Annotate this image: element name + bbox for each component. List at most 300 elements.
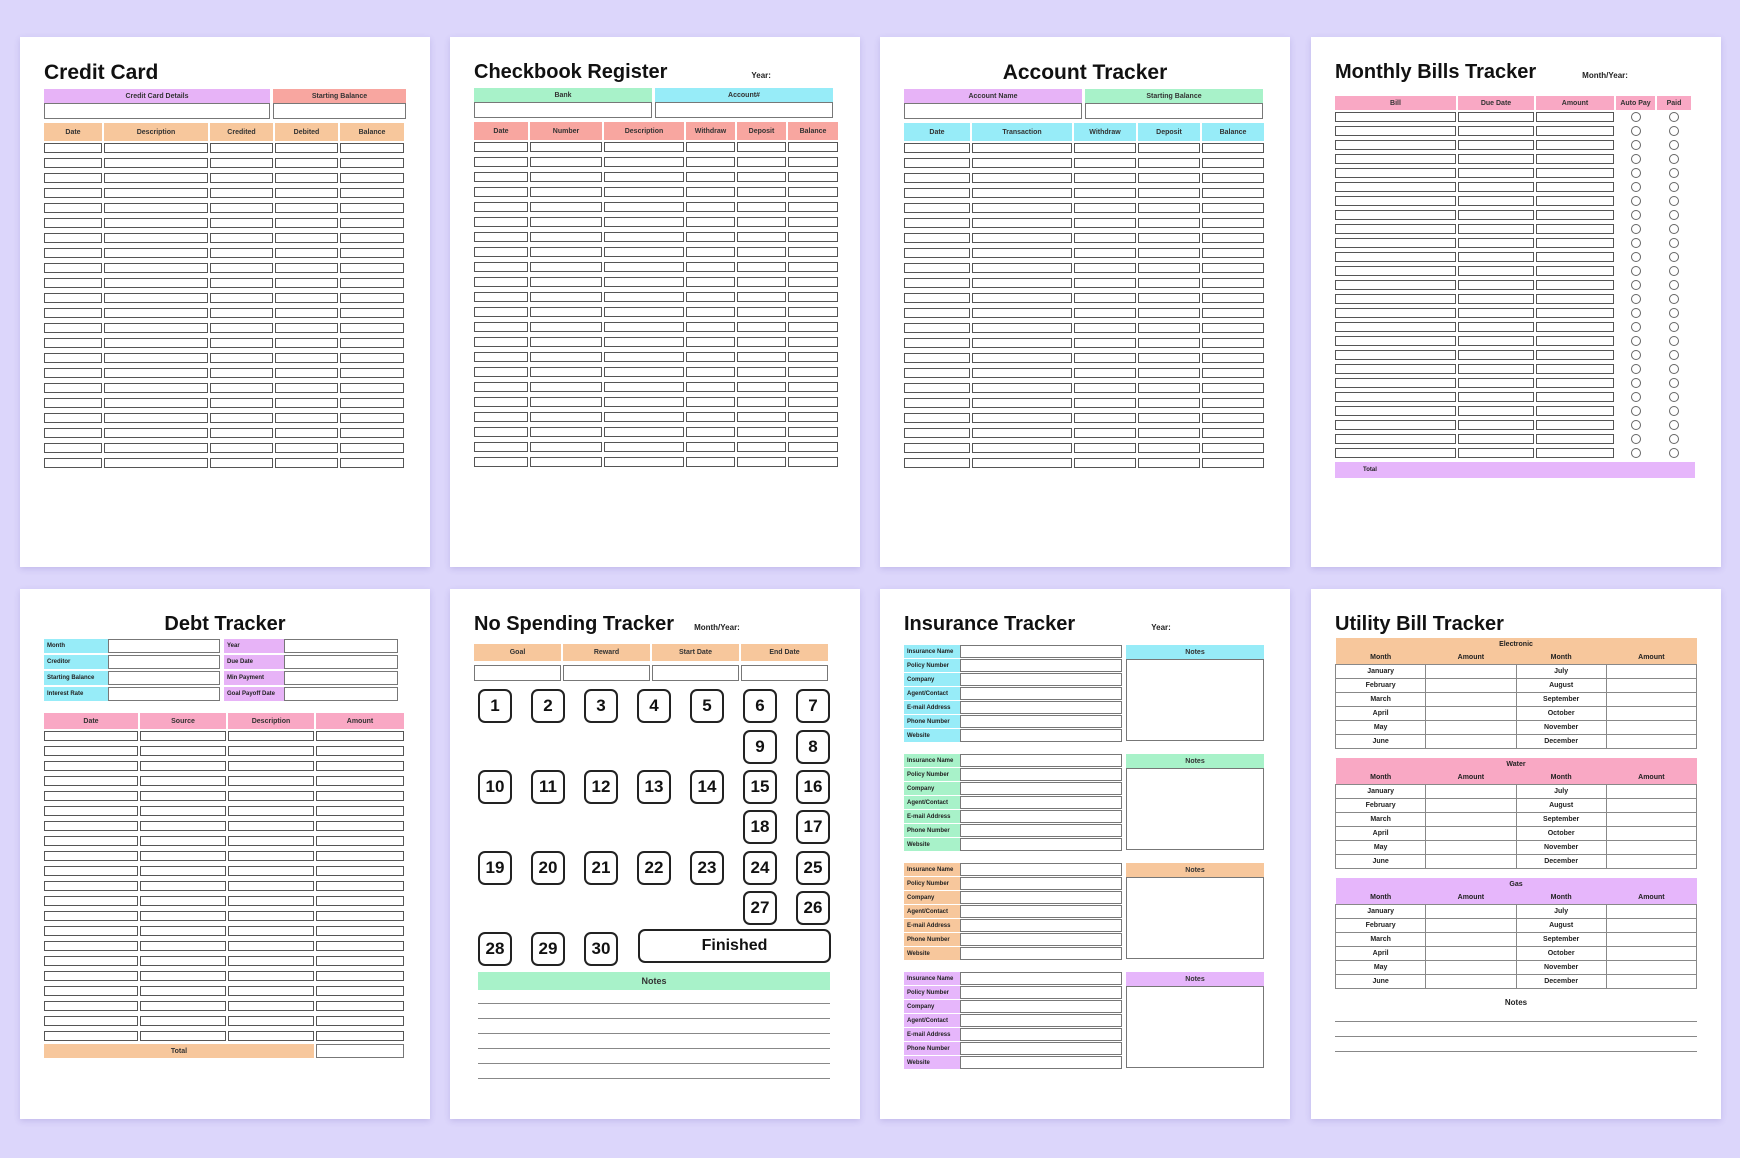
table-cell[interactable]: [1202, 293, 1264, 303]
table-cell[interactable]: [1536, 238, 1614, 248]
table-cell[interactable]: [104, 158, 208, 168]
table-cell[interactable]: [972, 233, 1072, 243]
table-cell[interactable]: [737, 397, 786, 407]
table-cell[interactable]: [1536, 406, 1614, 416]
table-cell[interactable]: [1074, 173, 1136, 183]
table-cell[interactable]: [1138, 443, 1200, 453]
table-cell[interactable]: [474, 187, 528, 197]
table-cell[interactable]: [1536, 182, 1614, 192]
table-cell[interactable]: [737, 157, 786, 167]
table-cell[interactable]: [686, 202, 735, 212]
table-cell[interactable]: [1458, 154, 1534, 164]
table-cell[interactable]: [1074, 278, 1136, 288]
table-cell[interactable]: [275, 458, 338, 468]
table-cell[interactable]: [788, 217, 838, 227]
table-cell[interactable]: [788, 172, 838, 182]
day-box[interactable]: 20: [531, 851, 565, 885]
table-cell[interactable]: [904, 143, 970, 153]
field-input[interactable]: [960, 768, 1122, 781]
table-cell[interactable]: [44, 428, 102, 438]
amount-cell[interactable]: [1606, 961, 1696, 975]
table-cell[interactable]: [1074, 263, 1136, 273]
table-cell[interactable]: [228, 851, 314, 861]
table-cell[interactable]: [1202, 308, 1264, 318]
table-cell[interactable]: [140, 791, 226, 801]
table-cell[interactable]: [340, 338, 404, 348]
table-cell[interactable]: [1536, 448, 1614, 458]
table-cell[interactable]: [474, 232, 528, 242]
table-cell[interactable]: [788, 367, 838, 377]
table-cell[interactable]: [44, 338, 102, 348]
table-cell[interactable]: [340, 308, 404, 318]
table-cell[interactable]: [44, 383, 102, 393]
amount-cell[interactable]: [1426, 721, 1516, 735]
radio-button[interactable]: [1631, 434, 1641, 444]
table-cell[interactable]: [210, 233, 273, 243]
goal-field[interactable]: [474, 665, 561, 681]
radio-button[interactable]: [1631, 182, 1641, 192]
radio-button[interactable]: [1669, 154, 1679, 164]
radio-button[interactable]: [1631, 392, 1641, 402]
day-box[interactable]: 7: [796, 689, 830, 723]
amount-cell[interactable]: [1606, 693, 1696, 707]
table-cell[interactable]: [316, 911, 404, 921]
table-cell[interactable]: [474, 172, 528, 182]
table-cell[interactable]: [788, 232, 838, 242]
table-cell[interactable]: [275, 308, 338, 318]
table-cell[interactable]: [140, 926, 226, 936]
table-cell[interactable]: [228, 761, 314, 771]
table-cell[interactable]: [228, 1001, 314, 1011]
table-cell[interactable]: [1335, 294, 1456, 304]
table-cell[interactable]: [686, 172, 735, 182]
field-input[interactable]: [960, 1056, 1122, 1069]
table-cell[interactable]: [1536, 378, 1614, 388]
table-cell[interactable]: [972, 263, 1072, 273]
radio-button[interactable]: [1631, 154, 1641, 164]
table-cell[interactable]: [1536, 280, 1614, 290]
table-cell[interactable]: [316, 791, 404, 801]
table-cell[interactable]: [474, 262, 528, 272]
table-cell[interactable]: [44, 941, 138, 951]
radio-button[interactable]: [1669, 252, 1679, 262]
table-cell[interactable]: [530, 307, 602, 317]
table-cell[interactable]: [104, 428, 208, 438]
table-cell[interactable]: [140, 761, 226, 771]
table-cell[interactable]: [140, 731, 226, 741]
table-cell[interactable]: [44, 731, 138, 741]
table-cell[interactable]: [1202, 353, 1264, 363]
table-cell[interactable]: [604, 172, 684, 182]
radio-button[interactable]: [1669, 448, 1679, 458]
table-cell[interactable]: [1458, 392, 1534, 402]
day-box[interactable]: 23: [690, 851, 724, 885]
table-cell[interactable]: [904, 158, 970, 168]
table-cell[interactable]: [1536, 308, 1614, 318]
amount-cell[interactable]: [1426, 919, 1516, 933]
day-box[interactable]: 2: [531, 689, 565, 723]
radio-button[interactable]: [1669, 266, 1679, 276]
amount-cell[interactable]: [1426, 693, 1516, 707]
table-cell[interactable]: [972, 383, 1072, 393]
table-cell[interactable]: [530, 292, 602, 302]
table-cell[interactable]: [1335, 168, 1456, 178]
field-input[interactable]: [960, 687, 1122, 700]
amount-cell[interactable]: [1606, 841, 1696, 855]
table-cell[interactable]: [474, 217, 528, 227]
amount-cell[interactable]: [1606, 827, 1696, 841]
table-cell[interactable]: [316, 971, 404, 981]
table-cell[interactable]: [1335, 336, 1456, 346]
table-cell[interactable]: [44, 173, 102, 183]
table-cell[interactable]: [1202, 458, 1264, 468]
table-cell[interactable]: [1202, 233, 1264, 243]
table-cell[interactable]: [275, 233, 338, 243]
table-cell[interactable]: [737, 277, 786, 287]
radio-button[interactable]: [1669, 378, 1679, 388]
table-cell[interactable]: [788, 307, 838, 317]
table-cell[interactable]: [228, 911, 314, 921]
amount-cell[interactable]: [1606, 813, 1696, 827]
table-cell[interactable]: [737, 262, 786, 272]
day-box[interactable]: 12: [584, 770, 618, 804]
table-cell[interactable]: [1074, 398, 1136, 408]
table-cell[interactable]: [737, 172, 786, 182]
table-cell[interactable]: [316, 1001, 404, 1011]
table-cell[interactable]: [788, 262, 838, 272]
table-cell[interactable]: [1335, 210, 1456, 220]
amount-cell[interactable]: [1426, 933, 1516, 947]
amount-cell[interactable]: [1426, 799, 1516, 813]
table-cell[interactable]: [972, 368, 1072, 378]
table-cell[interactable]: [210, 338, 273, 348]
bank-field[interactable]: [474, 102, 652, 118]
amount-cell[interactable]: [1606, 707, 1696, 721]
table-cell[interactable]: [788, 457, 838, 467]
day-box[interactable]: 26: [796, 891, 830, 925]
table-cell[interactable]: [1335, 392, 1456, 402]
radio-button[interactable]: [1631, 448, 1641, 458]
table-cell[interactable]: [686, 427, 735, 437]
info-field[interactable]: [108, 671, 220, 685]
table-cell[interactable]: [1536, 350, 1614, 360]
table-cell[interactable]: [737, 142, 786, 152]
note-line[interactable]: [478, 1019, 830, 1034]
table-cell[interactable]: [140, 1031, 226, 1041]
table-cell[interactable]: [140, 881, 226, 891]
table-cell[interactable]: [604, 202, 684, 212]
table-cell[interactable]: [904, 428, 970, 438]
table-cell[interactable]: [340, 398, 404, 408]
table-cell[interactable]: [1335, 308, 1456, 318]
table-cell[interactable]: [1074, 338, 1136, 348]
table-cell[interactable]: [1536, 322, 1614, 332]
table-cell[interactable]: [340, 368, 404, 378]
table-cell[interactable]: [44, 458, 102, 468]
field-input[interactable]: [960, 891, 1122, 904]
table-cell[interactable]: [210, 218, 273, 228]
amount-cell[interactable]: [1426, 679, 1516, 693]
table-cell[interactable]: [530, 352, 602, 362]
radio-button[interactable]: [1669, 224, 1679, 234]
table-cell[interactable]: [140, 941, 226, 951]
table-cell[interactable]: [474, 352, 528, 362]
table-cell[interactable]: [1074, 218, 1136, 228]
table-cell[interactable]: [788, 412, 838, 422]
table-cell[interactable]: [1335, 448, 1456, 458]
table-cell[interactable]: [210, 143, 273, 153]
table-cell[interactable]: [1458, 322, 1534, 332]
table-cell[interactable]: [1074, 293, 1136, 303]
note-line[interactable]: [1335, 1022, 1697, 1037]
field-input[interactable]: [960, 1000, 1122, 1013]
table-cell[interactable]: [686, 262, 735, 272]
radio-button[interactable]: [1631, 140, 1641, 150]
day-box[interactable]: 9: [743, 730, 777, 764]
table-cell[interactable]: [104, 218, 208, 228]
table-cell[interactable]: [686, 367, 735, 377]
table-cell[interactable]: [737, 187, 786, 197]
notes-box[interactable]: [1126, 877, 1264, 959]
day-box[interactable]: 4: [637, 689, 671, 723]
table-cell[interactable]: [604, 217, 684, 227]
radio-button[interactable]: [1669, 322, 1679, 332]
table-cell[interactable]: [904, 263, 970, 273]
table-cell[interactable]: [1335, 154, 1456, 164]
table-cell[interactable]: [604, 397, 684, 407]
table-cell[interactable]: [686, 457, 735, 467]
table-cell[interactable]: [210, 308, 273, 318]
table-cell[interactable]: [44, 791, 138, 801]
amount-cell[interactable]: [1606, 975, 1696, 989]
table-cell[interactable]: [275, 263, 338, 273]
table-cell[interactable]: [474, 367, 528, 377]
table-cell[interactable]: [1074, 233, 1136, 243]
table-cell[interactable]: [1458, 210, 1534, 220]
day-box[interactable]: 24: [743, 851, 777, 885]
table-cell[interactable]: [1458, 126, 1534, 136]
table-cell[interactable]: [904, 278, 970, 288]
table-cell[interactable]: [44, 866, 138, 876]
amount-cell[interactable]: [1606, 947, 1696, 961]
table-cell[interactable]: [904, 323, 970, 333]
table-cell[interactable]: [44, 158, 102, 168]
table-cell[interactable]: [44, 278, 102, 288]
table-cell[interactable]: [44, 1016, 138, 1026]
table-cell[interactable]: [1536, 224, 1614, 234]
table-cell[interactable]: [1202, 248, 1264, 258]
table-cell[interactable]: [1458, 406, 1534, 416]
table-cell[interactable]: [104, 398, 208, 408]
table-cell[interactable]: [788, 352, 838, 362]
table-cell[interactable]: [1138, 308, 1200, 318]
radio-button[interactable]: [1669, 406, 1679, 416]
table-cell[interactable]: [474, 382, 528, 392]
table-cell[interactable]: [972, 293, 1072, 303]
field-input[interactable]: [960, 701, 1122, 714]
table-cell[interactable]: [340, 428, 404, 438]
amount-cell[interactable]: [1426, 827, 1516, 841]
table-cell[interactable]: [44, 971, 138, 981]
amount-cell[interactable]: [1606, 855, 1696, 869]
table-cell[interactable]: [275, 428, 338, 438]
table-cell[interactable]: [604, 247, 684, 257]
radio-button[interactable]: [1669, 308, 1679, 318]
table-cell[interactable]: [604, 457, 684, 467]
table-cell[interactable]: [1074, 143, 1136, 153]
table-cell[interactable]: [340, 188, 404, 198]
amount-cell[interactable]: [1426, 735, 1516, 749]
table-cell[interactable]: [316, 866, 404, 876]
table-cell[interactable]: [228, 821, 314, 831]
table-cell[interactable]: [1074, 203, 1136, 213]
table-cell[interactable]: [530, 247, 602, 257]
amount-cell[interactable]: [1426, 813, 1516, 827]
field-input[interactable]: [960, 877, 1122, 890]
table-cell[interactable]: [788, 442, 838, 452]
table-cell[interactable]: [474, 397, 528, 407]
table-cell[interactable]: [44, 761, 138, 771]
table-cell[interactable]: [1458, 112, 1534, 122]
table-cell[interactable]: [340, 443, 404, 453]
table-cell[interactable]: [530, 367, 602, 377]
table-cell[interactable]: [1138, 398, 1200, 408]
table-cell[interactable]: [1138, 383, 1200, 393]
table-cell[interactable]: [972, 248, 1072, 258]
note-line[interactable]: [478, 1034, 830, 1049]
table-cell[interactable]: [788, 142, 838, 152]
table-cell[interactable]: [972, 353, 1072, 363]
end-date-field[interactable]: [741, 665, 828, 681]
table-cell[interactable]: [340, 278, 404, 288]
table-cell[interactable]: [228, 926, 314, 936]
info-field[interactable]: [284, 671, 398, 685]
table-cell[interactable]: [1074, 368, 1136, 378]
table-cell[interactable]: [228, 746, 314, 756]
notes-box[interactable]: [1126, 659, 1264, 741]
table-cell[interactable]: [904, 233, 970, 243]
radio-button[interactable]: [1631, 308, 1641, 318]
table-cell[interactable]: [340, 293, 404, 303]
starting-balance-field[interactable]: [1085, 103, 1263, 119]
radio-button[interactable]: [1669, 112, 1679, 122]
table-cell[interactable]: [275, 368, 338, 378]
table-cell[interactable]: [104, 173, 208, 183]
table-cell[interactable]: [530, 382, 602, 392]
table-cell[interactable]: [44, 956, 138, 966]
table-cell[interactable]: [44, 986, 138, 996]
table-cell[interactable]: [1458, 448, 1534, 458]
table-cell[interactable]: [737, 232, 786, 242]
table-cell[interactable]: [972, 218, 1072, 228]
table-cell[interactable]: [44, 1031, 138, 1041]
table-cell[interactable]: [904, 383, 970, 393]
day-box[interactable]: 25: [796, 851, 830, 885]
day-box[interactable]: 16: [796, 770, 830, 804]
table-cell[interactable]: [1335, 322, 1456, 332]
day-box[interactable]: 17: [796, 810, 830, 844]
table-cell[interactable]: [1536, 140, 1614, 150]
table-cell[interactable]: [604, 382, 684, 392]
table-cell[interactable]: [530, 187, 602, 197]
amount-cell[interactable]: [1606, 679, 1696, 693]
table-cell[interactable]: [972, 203, 1072, 213]
radio-button[interactable]: [1669, 392, 1679, 402]
field-input[interactable]: [960, 782, 1122, 795]
radio-button[interactable]: [1669, 434, 1679, 444]
table-cell[interactable]: [316, 1031, 404, 1041]
day-box[interactable]: 19: [478, 851, 512, 885]
account-number-field[interactable]: [655, 102, 833, 118]
amount-cell[interactable]: [1426, 665, 1516, 679]
day-box[interactable]: 6: [743, 689, 777, 723]
field-input[interactable]: [960, 838, 1122, 851]
table-cell[interactable]: [1536, 126, 1614, 136]
table-cell[interactable]: [228, 1031, 314, 1041]
table-cell[interactable]: [1536, 252, 1614, 262]
notes-box[interactable]: [1126, 768, 1264, 850]
table-cell[interactable]: [530, 262, 602, 272]
radio-button[interactable]: [1631, 280, 1641, 290]
table-cell[interactable]: [340, 383, 404, 393]
table-cell[interactable]: [1202, 323, 1264, 333]
table-cell[interactable]: [1335, 224, 1456, 234]
table-cell[interactable]: [474, 412, 528, 422]
table-cell[interactable]: [737, 217, 786, 227]
table-cell[interactable]: [604, 232, 684, 242]
table-cell[interactable]: [316, 881, 404, 891]
radio-button[interactable]: [1631, 364, 1641, 374]
note-line[interactable]: [478, 1049, 830, 1064]
table-cell[interactable]: [228, 986, 314, 996]
table-cell[interactable]: [210, 428, 273, 438]
table-cell[interactable]: [210, 443, 273, 453]
table-cell[interactable]: [1536, 364, 1614, 374]
table-cell[interactable]: [1202, 278, 1264, 288]
table-cell[interactable]: [604, 442, 684, 452]
amount-cell[interactable]: [1606, 665, 1696, 679]
table-cell[interactable]: [1335, 420, 1456, 430]
table-cell[interactable]: [275, 353, 338, 363]
info-field[interactable]: [108, 655, 220, 669]
table-cell[interactable]: [228, 866, 314, 876]
field-input[interactable]: [960, 986, 1122, 999]
table-cell[interactable]: [1202, 188, 1264, 198]
table-cell[interactable]: [44, 806, 138, 816]
table-cell[interactable]: [104, 293, 208, 303]
table-cell[interactable]: [44, 851, 138, 861]
table-cell[interactable]: [104, 143, 208, 153]
radio-button[interactable]: [1631, 350, 1641, 360]
table-cell[interactable]: [1458, 182, 1534, 192]
table-cell[interactable]: [275, 158, 338, 168]
amount-cell[interactable]: [1426, 707, 1516, 721]
radio-button[interactable]: [1631, 238, 1641, 248]
table-cell[interactable]: [210, 383, 273, 393]
table-cell[interactable]: [340, 353, 404, 363]
day-box[interactable]: 1: [478, 689, 512, 723]
field-input[interactable]: [960, 754, 1122, 767]
table-cell[interactable]: [1335, 378, 1456, 388]
table-cell[interactable]: [686, 397, 735, 407]
table-cell[interactable]: [474, 307, 528, 317]
table-cell[interactable]: [340, 263, 404, 273]
table-cell[interactable]: [316, 986, 404, 996]
table-cell[interactable]: [686, 277, 735, 287]
table-cell[interactable]: [904, 368, 970, 378]
amount-cell[interactable]: [1606, 933, 1696, 947]
radio-button[interactable]: [1669, 168, 1679, 178]
